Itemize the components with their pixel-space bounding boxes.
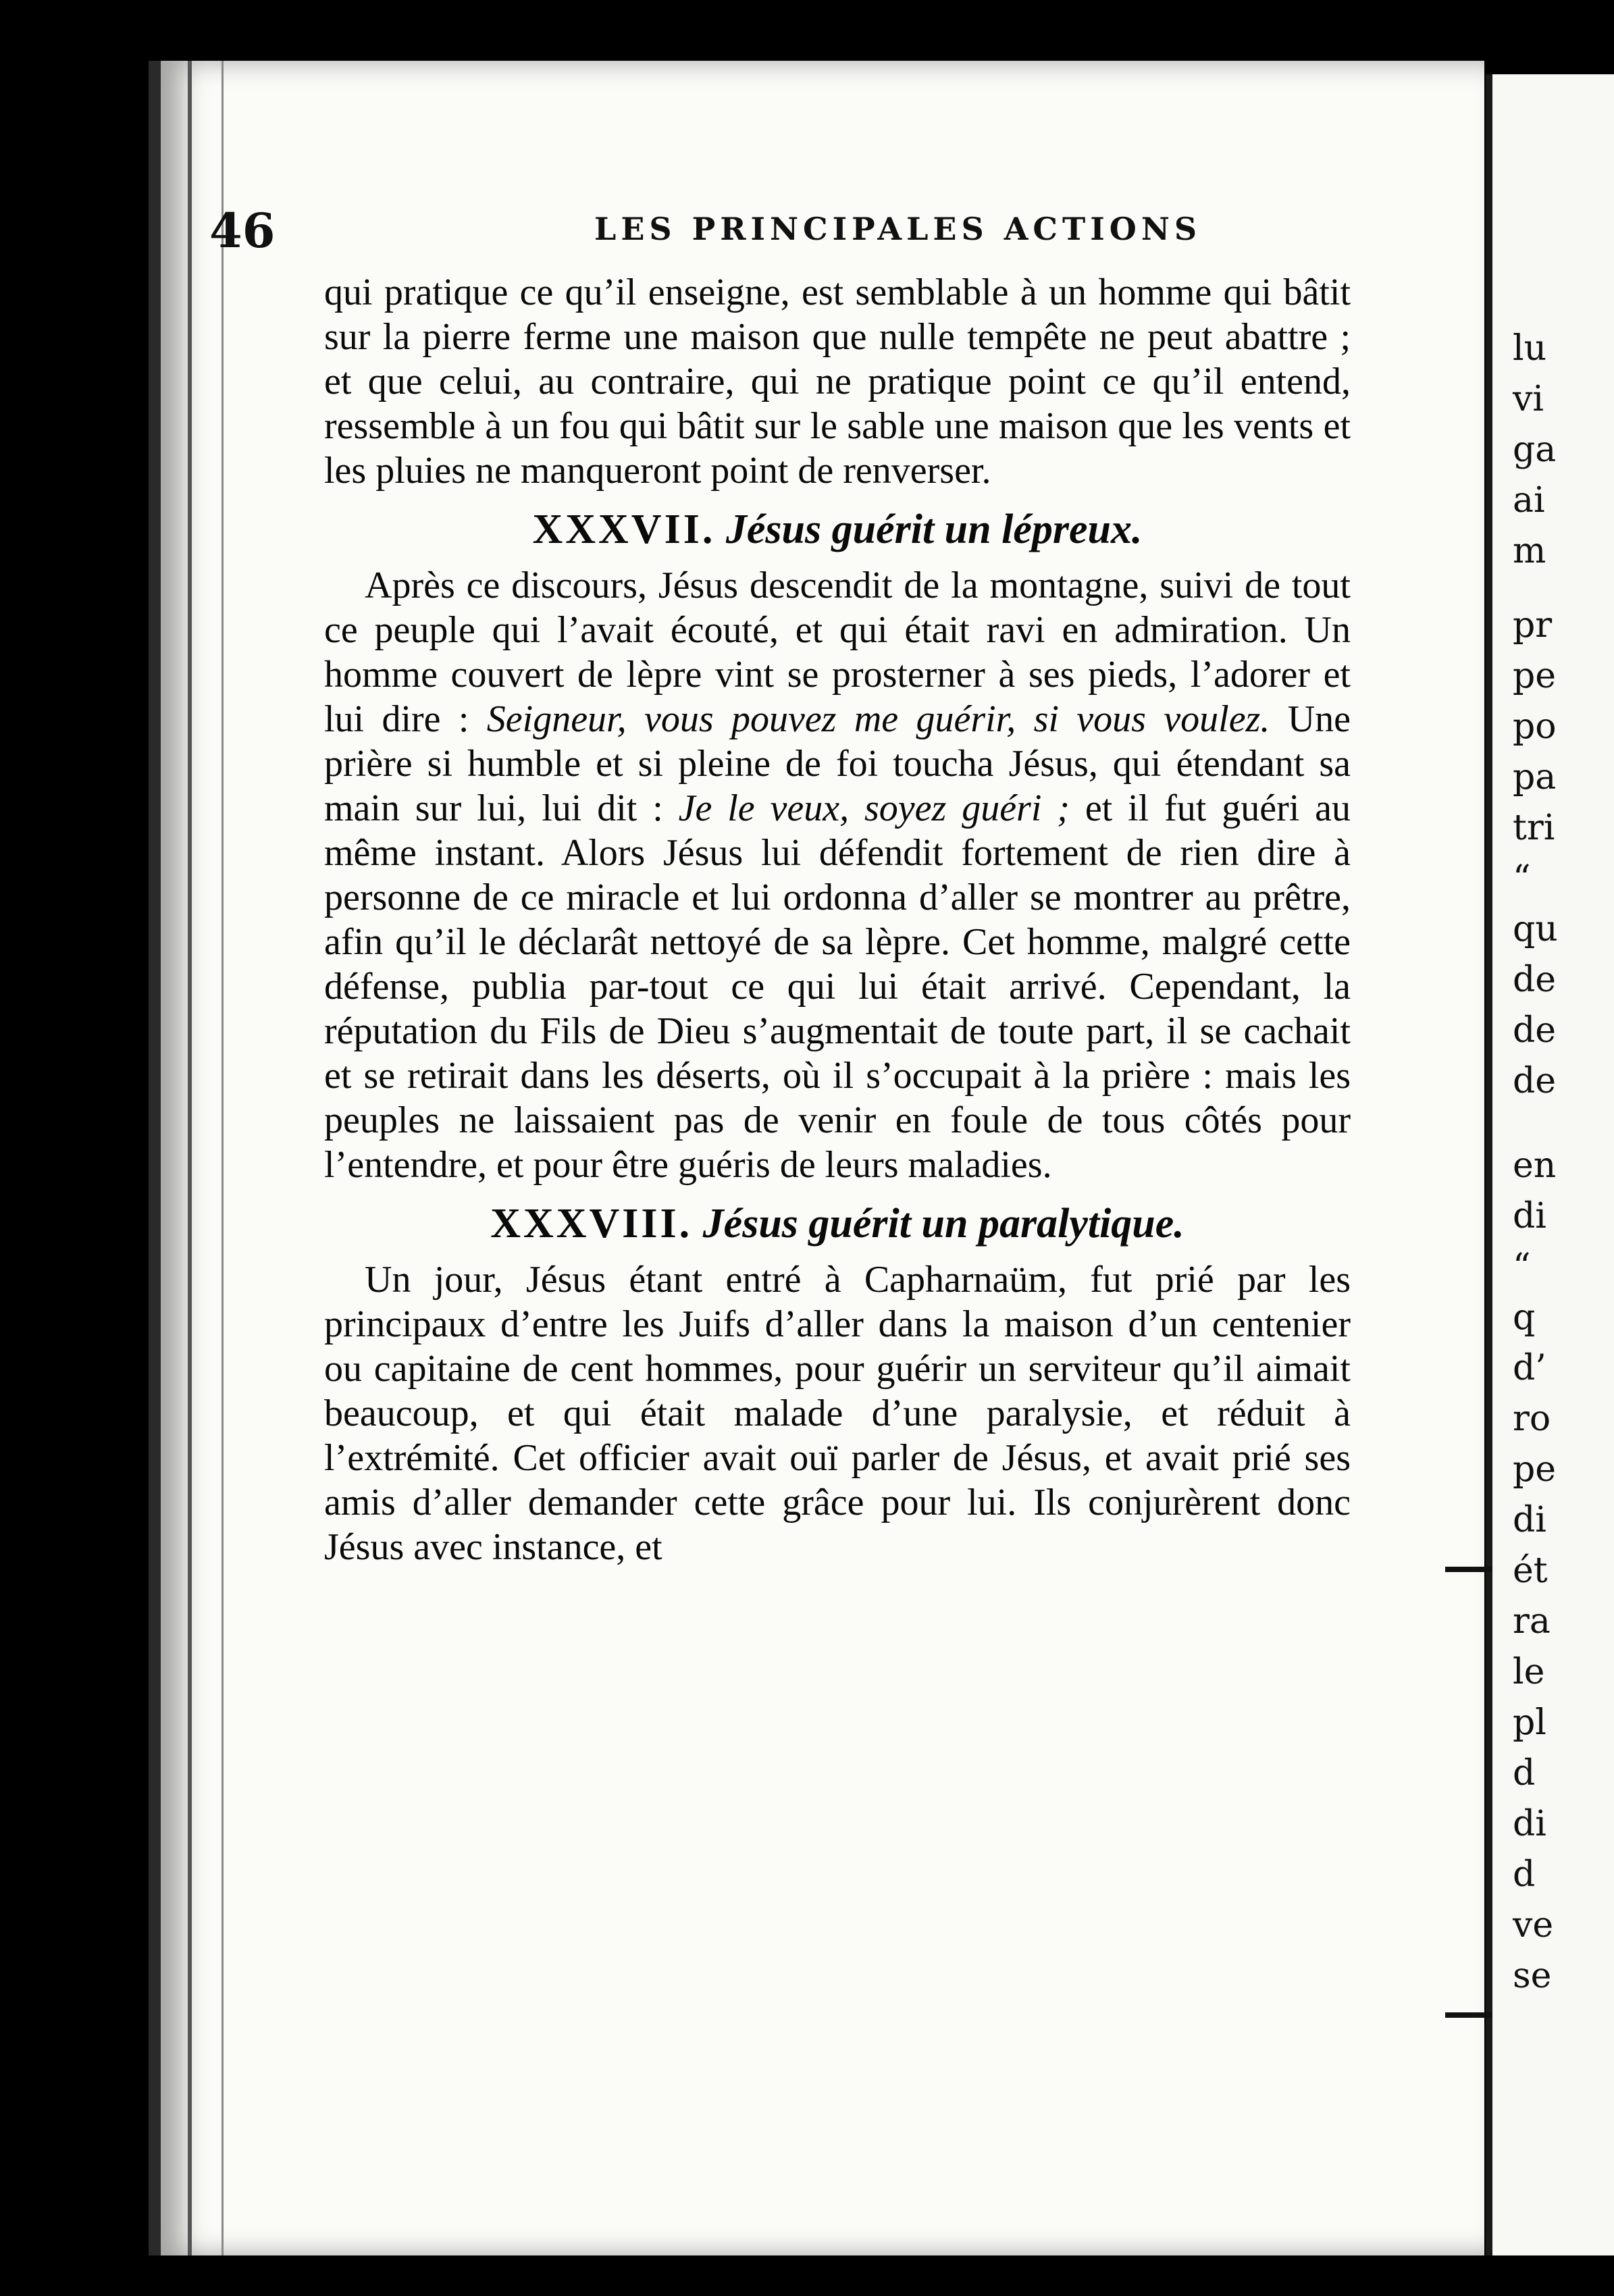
page-number: 46 (209, 203, 276, 259)
facing-page-fragment: de (1513, 1061, 1557, 1101)
facing-page-fragment: po (1513, 706, 1557, 747)
facing-page-fragment: de (1513, 960, 1557, 1000)
facing-page-fragment: vi (1513, 379, 1544, 419)
facing-page-fragment: qu (1513, 909, 1558, 949)
facing-page-fragment: d’ (1513, 1348, 1546, 1388)
chapter-numeral: XXXVII. (532, 506, 716, 552)
chapter-title: Jésus guérit un lépreux. (725, 506, 1143, 552)
facing-page-fragment: tri (1513, 808, 1555, 848)
paragraph-continuation: qui pratique ce qu’il enseigne, est semblable à un homme qui bâtit sur la pierre ferme une maison que nulle tempête ne peut abattre ; et que celui, au contraire, qui ne pratique point ce qu’il entend, ressemble à un fou qui bâtit sur le sable une maison que les vents et les pluies ne manqueront point de renverser. (324, 271, 1351, 492)
body-text (324, 270, 1351, 1569)
facing-page-fragment: ga (1513, 429, 1557, 470)
facing-page-fragment: di (1513, 1196, 1546, 1236)
facing-page-fragment: pe (1513, 1449, 1557, 1490)
facing-page-fragment: di (1513, 1500, 1546, 1540)
facing-page-fragment: di (1513, 1804, 1546, 1844)
facing-page-fragment: en (1513, 1145, 1557, 1186)
facing-page-fragment: d (1513, 1753, 1536, 1794)
text-run: et il fut guéri au même instant. Alors Jésus lui défendit fortement de rien dire à personne de ce miracle et lui ordonna d’aller se montrer au prêtre, afin qu’il le déclarât nettoyé de sa lèpre. Cet homme, malgré cette défense, publia par-tout ce qui lui était arrivé. Cependant, la réputation du Fils de Dieu s’augmentait de toute part, il se cachait et se retirait dans les déserts, où il s’occupait à la prière : mais les peuples ne laissaient pas de venir en foule de tous côtés pour l’entendre, et pour être guéris de leurs maladies. (324, 787, 1351, 1186)
italic-quote: Seigneur, vous pouvez me guérir, si vous voulez. (486, 698, 1270, 740)
facing-page-fragment: se (1513, 1956, 1552, 1996)
facing-page-fragment: ai (1513, 480, 1545, 521)
facing-page-fragment: de (1513, 1010, 1557, 1051)
facing-page-fragment: “ (1513, 858, 1531, 899)
facing-page-fragment: lu (1513, 328, 1547, 369)
facing-page-fragment: ro (1513, 1399, 1551, 1439)
gutter-line (222, 61, 224, 2255)
facing-page-fragment: pa (1513, 757, 1557, 798)
italic-quote: Je le veux, soyez guéri ; (678, 787, 1070, 829)
text-run: Après ce discours, Jésus descendit de la montagne, suivi de tout ce peuple qui l’avait écouté, et qui était ravi en admiration. Un homme couvert de lèpre vint se prosterner à ses pieds, l’adorer et lui dire : (324, 565, 1351, 740)
page-edge-mark (1445, 1567, 1492, 1572)
facing-page-fragment: pl (1513, 1702, 1546, 1743)
facing-page-fragment: pr (1513, 605, 1553, 646)
chapter-numeral: XXXVIII. (490, 1201, 693, 1247)
facing-page-fragment: “ (1513, 1247, 1531, 1287)
facing-page-fragment: d (1513, 1854, 1536, 1895)
facing-page-fragment: q (1513, 1297, 1536, 1338)
text-run: Une prière si humble et si pleine de foi toucha Jésus, qui étendant sa main sur lui, lui dit : (324, 698, 1351, 829)
book-page-right-edge (1486, 74, 1614, 2255)
chapter-heading-37 (324, 504, 1351, 555)
running-title: LES PRINCIPALES ACTIONS (594, 211, 1202, 247)
chapter-37-paragraph (324, 563, 1351, 1187)
facing-page-fragment: ve (1513, 1905, 1554, 1946)
facing-page-fragment: pe (1513, 656, 1557, 696)
facing-page-fragment: ra (1513, 1601, 1551, 1642)
chapter-title: Jésus guérit un paralytique. (702, 1201, 1185, 1247)
facing-page-fragment: m (1513, 531, 1546, 571)
chapter-38-paragraph: Un jour, Jésus étant entré à Capharnaüm, fut prié par les principaux d’entre les Juifs d’aller dans la maison d’un centenier ou capitaine de cent hommes, pour guérir un serviteur qu’il aimait beaucoup, et qui était malade d’une paralysie, et réduit à l’extrémité. Cet officier avait ouï parler de Jésus, et avait prié ses amis d’aller demander cette grâce pour lui. Ils conjurèrent donc Jésus avec instance, et (324, 1259, 1351, 1568)
gutter-line (188, 61, 192, 2255)
facing-page-fragment: le (1513, 1652, 1545, 1692)
facing-page-fragment: ét (1513, 1550, 1548, 1591)
running-head (209, 203, 1357, 257)
chapter-heading-38 (324, 1198, 1351, 1249)
page-edge-mark (1445, 2012, 1492, 2018)
